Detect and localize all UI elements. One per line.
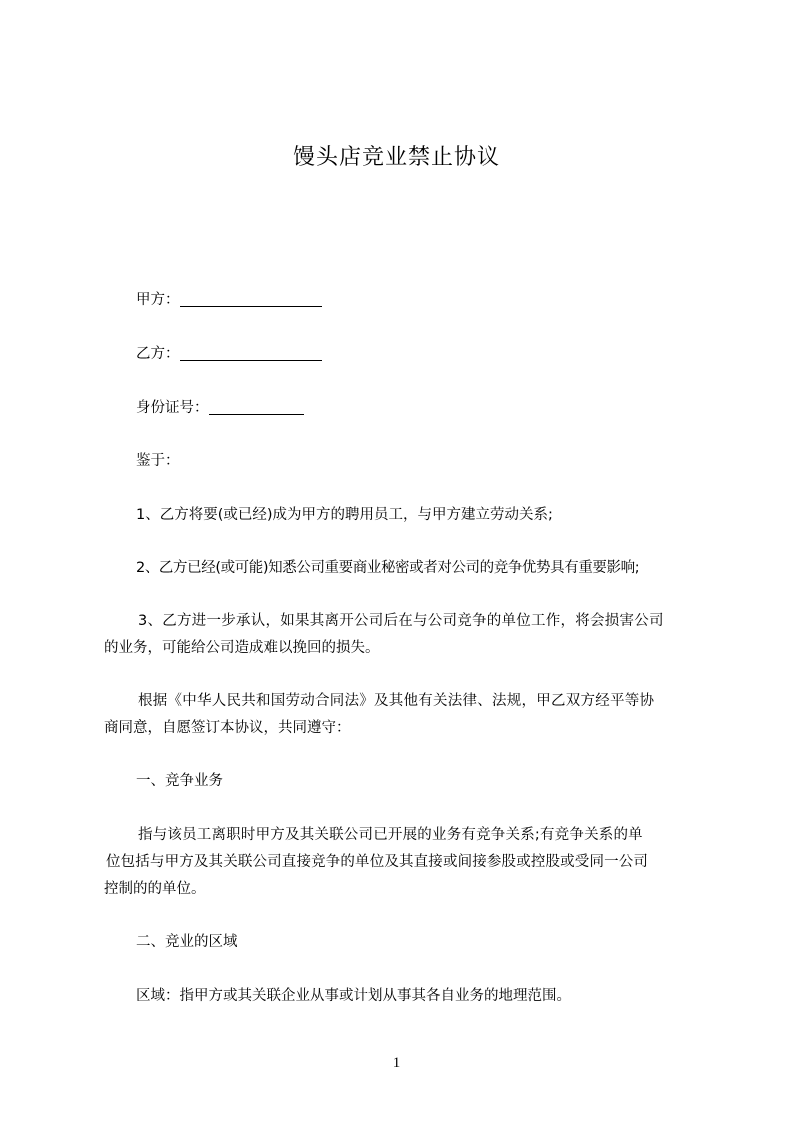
- id-number-blank[interactable]: [209, 398, 304, 415]
- party-b-blank[interactable]: [180, 344, 322, 361]
- section-1-line-1: 指与该员工离职时甲方及其关联公司已开展的业务有竞争关系;有竞争关系的单: [138, 827, 643, 843]
- clause-3-line-1: 3、乙方进一步承认，如果其离开公司后在与公司竞争的单位工作，将会损害公司: [138, 613, 664, 629]
- clause-1: 1、乙方将要(或已经)成为甲方的聘用员工，与甲方建立劳动关系;: [136, 507, 553, 523]
- party-a-blank[interactable]: [180, 290, 322, 307]
- basis-line-2: 商同意，自愿签订本协议，共同遵守：: [104, 720, 351, 736]
- section-1-line-3: 控制的的单位。: [104, 881, 206, 897]
- section-1-heading: 一、竞争业务: [136, 773, 223, 789]
- page-number: 1: [392, 1055, 401, 1071]
- id-number-line: [136, 393, 304, 423]
- clause-3-line-2: 的业务，可能给公司造成难以挽回的损失。: [104, 640, 380, 656]
- whereas-label: 鉴于：: [136, 453, 180, 469]
- party-a-label: 甲方：: [136, 292, 180, 308]
- section-1-line-2: 位包括与甲方及其关联公司直接竞争的单位及其直接或间接参股或控股或受同一公司: [106, 854, 649, 870]
- section-2-line-1: 区域：指甲方或其关联企业从事或计划从事其各自业务的地理范围。: [136, 988, 571, 1004]
- basis-line-1: 根据《中华人民共和国劳动合同法》及其他有关法律、法规，甲乙双方经平等协: [138, 693, 655, 709]
- document-title: 馒头店竞业禁止协议: [292, 145, 500, 170]
- party-a-line: [136, 285, 322, 315]
- id-number-label: 身份证号：: [136, 400, 209, 416]
- clause-2: 2、乙方已经(或可能)知悉公司重要商业秘密或者对公司的竞争优势具有重要影响;: [136, 560, 640, 576]
- party-b-label: 乙方：: [136, 346, 180, 362]
- section-2-heading: 二、竞业的区域: [136, 934, 238, 950]
- party-b-line: [136, 339, 322, 369]
